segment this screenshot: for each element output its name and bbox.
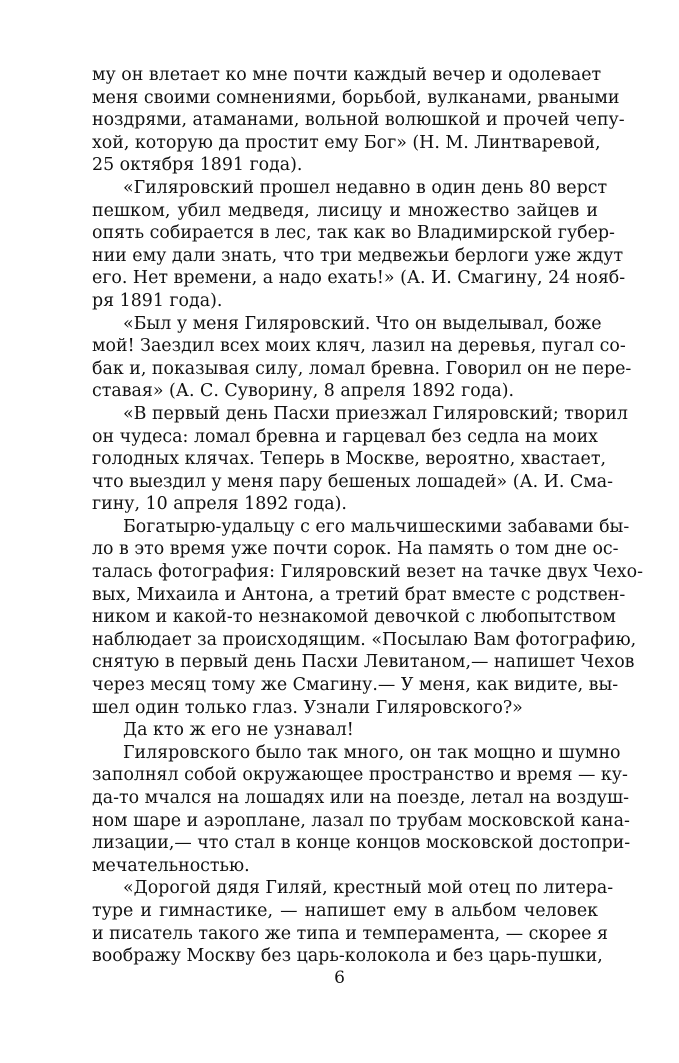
text-line: снятую в первый день Пасхи Левитаном,— напишет Чехов xyxy=(92,652,635,673)
text-line: ло в это время уже почти сорок. На память о том дне ос- xyxy=(92,539,619,560)
paragraph xyxy=(92,742,631,878)
text-line: через месяц тому же Смагину.— У меня, как видите, вы- xyxy=(92,675,619,696)
text-line: Да кто ж его не узнавал! xyxy=(123,720,354,741)
paragraph xyxy=(92,313,632,403)
text-line: меня своими сомнениями, борьбой, вулканами, рваными xyxy=(92,87,620,108)
page-number: 6 xyxy=(334,968,345,988)
text-line: «Гиляровский прошел недавно в один день 80 верст xyxy=(123,177,608,198)
text-line: ставая» (А. С. Суворину, 8 апреля 1892 года). xyxy=(92,381,515,402)
text-line: пешком, убил медведя, лисицу и множество зайцев и xyxy=(92,200,598,221)
text-line: ноздрями, атаманами, вольной волюшкой и прочей чепу- xyxy=(92,110,625,131)
paragraph xyxy=(92,177,626,313)
text-line: воображу Москву без царь-колокола и без царь-пушки, xyxy=(92,946,603,967)
text-line: голодных клячах. Теперь в Москве, вероятно, хвастает, xyxy=(92,449,606,470)
text-line: наблюдает за происходящим. «Посылаю Вам фотографию, xyxy=(92,629,637,650)
text-line: нии ему дали знать, что три медвежьи берлоги уже ждут xyxy=(92,245,624,266)
paragraph xyxy=(92,516,643,719)
text-line: лизации,— что стал в конце концов московской достопри- xyxy=(92,833,631,854)
text-line: Богатырю-удальцу с его мальчишескими забавами бы- xyxy=(123,516,630,537)
text-line: вых, Михаила и Антона, а третий брат вместе с родствен- xyxy=(92,584,626,605)
paragraph xyxy=(92,719,598,742)
paragraph xyxy=(92,877,614,967)
text-line: «В первый день Пасхи приезжал Гиляровский; творил xyxy=(123,403,628,424)
text-line: «Дорогой дядя Гиляй, крестный мой отец по литера- xyxy=(123,878,614,899)
text-line: и писатель такого же типа и темперамента, — скорее я xyxy=(92,923,608,944)
text-line: опять собирается в лес, так как во Владимирской губер- xyxy=(92,223,615,244)
text-line: гину, 10 апреля 1892 года). xyxy=(92,494,347,515)
text-line: му он влетает ко мне почти каждый вечер и одолевает xyxy=(92,65,602,85)
text-line: талась фотография: Гиляровский везет на тачке двух Чехо- xyxy=(92,562,643,583)
text-line: да-то мчался на лошадях или на поезде, летал на воздуш- xyxy=(92,788,630,808)
text-line: заполнял собой окружающее пространство и время — ку- xyxy=(92,765,628,786)
paragraph xyxy=(92,403,628,516)
text-line: туре и гимнастике, — напишет ему в альбом человек xyxy=(92,900,598,921)
text-line: его. Нет времени, а надо ехать!» (А. И. Смагину, 24 нояб- xyxy=(92,268,626,289)
text-line: Гиляровского было так много, он так мощно и шумно xyxy=(123,742,621,763)
paragraph xyxy=(92,64,625,177)
page-text xyxy=(92,64,643,968)
text-line: мой! Заездил всех моих кляч, лазил на деревья, пугал со- xyxy=(92,336,626,357)
text-line: 25 октября 1891 года). xyxy=(92,155,303,176)
text-line: хой, которую да простит ему Бог» (Н. М. Линтваревой, xyxy=(92,132,601,153)
text-line: ником и какой-то незнакомой девочкой с любопытством xyxy=(92,607,616,628)
text-line: бак и, показывая силу, ломал бревна. Говорил он не пере- xyxy=(92,358,632,379)
text-line: он чудеса: ломал бревна и гарцевал без седла на моих xyxy=(92,426,598,447)
text-line: ря 1891 года). xyxy=(92,290,223,311)
text-line: ном шаре и аэроплане, лазал по трубам московской кана- xyxy=(92,810,630,831)
text-line: мечательностью. xyxy=(92,855,250,876)
text-line: что выездил у меня пару бешеных лошадей» (А. И. Сма- xyxy=(92,471,614,492)
text-line: «Был у меня Гиляровский. Что он выделывал, боже xyxy=(123,313,602,334)
text-line: шел один только глаз. Узнали Гиляровского?» xyxy=(92,697,523,718)
